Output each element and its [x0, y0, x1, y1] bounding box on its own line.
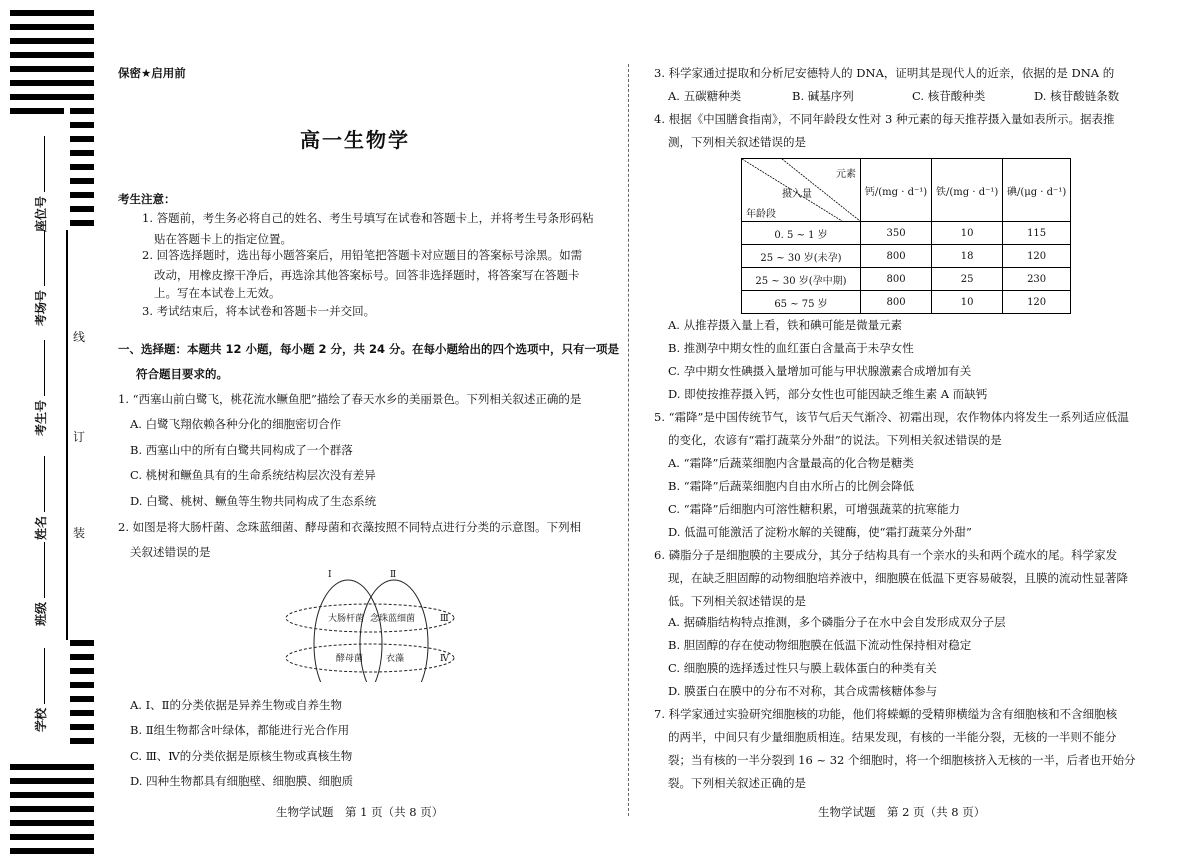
footer-page-2: 生物学试题 第 2 页（共 8 页） [818, 805, 986, 819]
table-row [742, 222, 1071, 245]
table-header: 钙/(mg · d⁻¹) [861, 159, 932, 222]
table-cell: 115 [1003, 222, 1071, 245]
corner-age: 年龄段 [746, 209, 776, 220]
table-header: 碘/(μg · d⁻¹) [1003, 159, 1071, 222]
nutrient-table [741, 158, 1071, 314]
stripe [10, 66, 94, 72]
stripe [70, 654, 94, 660]
stripe [70, 206, 94, 212]
q1-stem: 1. “西塞山前白鹭飞，桃花流水鳜鱼肥”描绘了春天水乡的美丽景色。下列相关叙述正确的是 [118, 392, 582, 406]
q4-option-b: B. 推测孕中期女性的血红蛋白含量高于未孕女性 [668, 341, 914, 355]
table-cell: 65 ~ 75 岁 [742, 291, 861, 314]
note-line: 3. 考试结束后，将本试卷和答题卡一并交回。 [142, 304, 376, 318]
table-cell: 18 [932, 245, 1003, 268]
stripe [10, 38, 94, 44]
q6-option-d: D. 膜蛋白在膜中的分布不对称，其合成需核糖体参与 [668, 684, 938, 698]
q2-option-a: A. Ⅰ、Ⅱ的分类依据是异养生物或自养生物 [130, 698, 342, 712]
stripe [10, 792, 94, 798]
q6-option-c: C. 细胞膜的选择透过性只与膜上载体蛋白的种类有关 [668, 661, 937, 675]
table-cell: 25 [932, 268, 1003, 291]
q1-option-b: B. 西塞山中的所有白鹭共同构成了一个群落 [130, 443, 353, 457]
table-cell: 25 ~ 30 岁(未孕) [742, 245, 861, 268]
q7-stem-cont: 的两半，中间只有少量细胞质相连。结果发现，有核的一半能分裂，无核的一半则不能分 [668, 730, 1117, 744]
label-i: Ⅰ [328, 570, 332, 580]
organism-yeast: 酵母菌 [336, 654, 364, 664]
stripe [10, 10, 94, 16]
q7-stem-cont: 裂。下列相关叙述正确的是 [668, 776, 806, 790]
q4-option-d: D. 即使按推荐摄入钙，部分女性也可能因缺乏维生素 A 而缺钙 [668, 387, 988, 401]
stripe [10, 820, 94, 826]
q5-option-d: D. 低温可能激活了淀粉水解的关键酶，使“霜打蔬菜分外甜” [668, 525, 972, 539]
table-cell: 120 [1003, 245, 1071, 268]
cut-char: 装 [73, 526, 86, 540]
organism-nostoc: 念珠蓝细菌 [370, 614, 416, 624]
stripe [70, 640, 94, 646]
table-row [742, 291, 1071, 314]
stripe [70, 696, 94, 702]
binding-line [66, 230, 68, 640]
note-line: 贴在答题卡上的指定位置。 [154, 232, 292, 246]
cut-char: 线 [73, 330, 86, 344]
table-cell: 350 [861, 222, 932, 245]
note-line: 1. 答题前，考生务必将自己的姓名、考生号填写在试卷和答题卡上，并将考生号条形码粘 [142, 211, 594, 225]
group-iv-ellipse [286, 644, 454, 672]
table-cell: 120 [1003, 291, 1071, 314]
stripe [10, 806, 94, 812]
stripe [10, 94, 94, 100]
page-title: 高一生物学 [300, 128, 410, 152]
q2-stem-cont: 关叙述错误的是 [130, 545, 211, 559]
q4-option-c: C. 孕中期女性碘摄入量增加可能与甲状腺激素合成增加有关 [668, 364, 972, 378]
label-iii: Ⅲ [440, 614, 449, 624]
q5-option-c: C. “霜降”后细胞内可溶性糖积累，可增强蔬菜的抗寒能力 [668, 502, 960, 516]
field-class: 班级 [32, 542, 49, 626]
q3-option-a: A. 五碳糖种类 [668, 89, 742, 103]
field-school: 学校 [32, 648, 49, 732]
stripe [70, 710, 94, 716]
table-header: 铁/(mg · d⁻¹) [932, 159, 1003, 222]
note-line: 2. 回答选择题时，选出每小题答案后，用铅笔把答题卡对应题目的答案标号涂黑。如需 [142, 248, 583, 262]
q7-stem: 7. 科学家通过实验研究细胞核的功能，他们将蝾螈的受精卵横缢为含有细胞核和不含细胞核 [654, 707, 1118, 721]
q5-stem-cont: 的变化，农谚有“霜打蔬菜分外甜”的说法。下列相关叙述错误的是 [668, 433, 1002, 447]
q2-option-c: C. Ⅲ、Ⅳ的分类依据是原核生物或真核生物 [130, 749, 353, 763]
table-row [742, 268, 1071, 291]
corner-intake: 摄入量 [782, 189, 812, 200]
stripe [70, 682, 94, 688]
q2-option-d: D. 四种生物都具有细胞壁、细胞膜、细胞质 [130, 774, 354, 788]
stripe [10, 52, 94, 58]
stripe [70, 164, 94, 170]
stripe [70, 220, 94, 226]
q6-stem-cont: 现，在缺乏胆固醇的动物细胞培养液中，细胞膜在低温下更容易破裂，且膜的流动性显著降 [668, 571, 1128, 585]
confidential-label: 保密★启用前 [118, 66, 186, 80]
q4-option-a: A. 从推荐摄入量上看，铁和碘可能是微量元素 [668, 318, 903, 332]
q7-stem-cont: 裂；当有核的一半分裂到 16 ~ 32 个细胞时，将一个细胞核挤入无核的一半，后者也开始分 [668, 753, 1136, 767]
stripe [10, 24, 94, 30]
stripe [70, 150, 94, 156]
field-room: 考场号 [32, 230, 49, 326]
stripe [70, 192, 94, 198]
stripe [10, 80, 94, 86]
q4-stem: 4. 根据《中国膳食指南》，不同年龄段女性对 3 种元素的每天推荐摄入量如表所示。据表推 [654, 112, 1115, 126]
stripe [10, 108, 64, 114]
stripe [10, 834, 94, 840]
stripe [70, 668, 94, 674]
stripe [10, 764, 94, 770]
stripe [70, 108, 94, 114]
q3-option-d: D. 核苷酸链条数 [1034, 89, 1120, 103]
q4-stem-cont: 测，下列相关叙述错误的是 [668, 135, 806, 149]
q5-option-a: A. “霜降”后蔬菜细胞内含量最高的化合物是糖类 [668, 456, 914, 470]
q6-option-b: B. 胆固醇的存在使动物细胞膜在低温下流动性保持相对稳定 [668, 638, 972, 652]
table-cell: 10 [932, 222, 1003, 245]
stripe [70, 136, 94, 142]
table-row [742, 245, 1071, 268]
q5-stem: 5. “霜降”是中国传统节气，该节气后天气渐冷、初霜出现，农作物体内将发生一系列适应低温 [654, 410, 1129, 424]
table-cell: 800 [861, 291, 932, 314]
table-cell: 25 ~ 30 岁(孕中期) [742, 268, 861, 291]
table-cell: 230 [1003, 268, 1071, 291]
q2-stem: 2. 如图是将大肠杆菌、念珠蓝细菌、酵母菌和衣藻按照不同特点进行分类的示意图。下列相 [118, 520, 582, 534]
q6-stem-cont: 低。下列相关叙述错误的是 [668, 594, 806, 608]
label-iv: Ⅳ [440, 654, 449, 664]
notes-heading: 考生注意： [118, 192, 176, 206]
q1-option-a: A. 白鹭飞翔依赖各种分化的细胞密切合作 [130, 417, 342, 431]
footer-page-1: 生物学试题 第 1 页（共 8 页） [276, 805, 444, 819]
q6-option-a: A. 据磷脂结构特点推测，多个磷脂分子在水中会自发形成双分子层 [668, 615, 1006, 629]
table-cell: 800 [861, 245, 932, 268]
table-cell: 800 [861, 268, 932, 291]
field-name: 姓名 [32, 456, 49, 540]
section-heading-cont: 符合题目要求的。 [136, 367, 228, 381]
table-cell: 10 [932, 291, 1003, 314]
field-examinee-no: 考生号 [32, 340, 49, 436]
q6-stem: 6. 磷脂分子是细胞膜的主要成分，其分子结构具有一个亲水的头和两个疏水的尾。科学家发 [654, 548, 1118, 562]
page-divider [628, 64, 629, 816]
stripe [70, 724, 94, 730]
table-corner [742, 159, 861, 222]
stripe [10, 848, 94, 854]
organism-chlamydomonas: 衣藻 [386, 654, 405, 664]
q3-option-b: B. 碱基序列 [792, 89, 854, 103]
q3-stem: 3. 科学家通过提取和分析尼安德特人的 DNA，证明其是现代人的近亲，依据的是 DNA 的 [654, 66, 1115, 80]
label-ii: Ⅱ [390, 570, 397, 580]
stripe [70, 178, 94, 184]
cut-char: 订 [73, 430, 86, 444]
organism-ecoli: 大肠杆菌 [328, 614, 365, 624]
q2-option-b: B. Ⅱ组生物都含叶绿体，都能进行光合作用 [130, 723, 350, 737]
corner-element: 元素 [836, 169, 856, 180]
field-seat: 座位号 [32, 136, 49, 232]
note-line: 上。写在本试卷上无效。 [154, 286, 281, 300]
stripe [10, 778, 94, 784]
stripe [70, 122, 94, 128]
q1-option-c: C. 桃树和鳜鱼具有的生命系统结构层次没有差异 [130, 468, 376, 482]
classification-diagram [282, 566, 462, 682]
note-line: 改动，用橡皮擦干净后，再选涂其他答案标号。回答非选择题时，将答案写在答题卡 [154, 268, 580, 282]
stripe [70, 738, 94, 744]
section-heading: 一、选择题：本题共 12 小题，每小题 2 分，共 24 分。在每小题给出的四个选项中，只有一项是 [118, 342, 620, 356]
q3-option-c: C. 核苷酸种类 [912, 89, 986, 103]
q5-option-b: B. “霜降”后蔬菜细胞内自由水所占的比例会降低 [668, 479, 915, 493]
table-cell: 0. 5 ~ 1 岁 [742, 222, 861, 245]
q1-option-d: D. 白鹭、桃树、鳜鱼等生物共同构成了生态系统 [130, 494, 377, 508]
